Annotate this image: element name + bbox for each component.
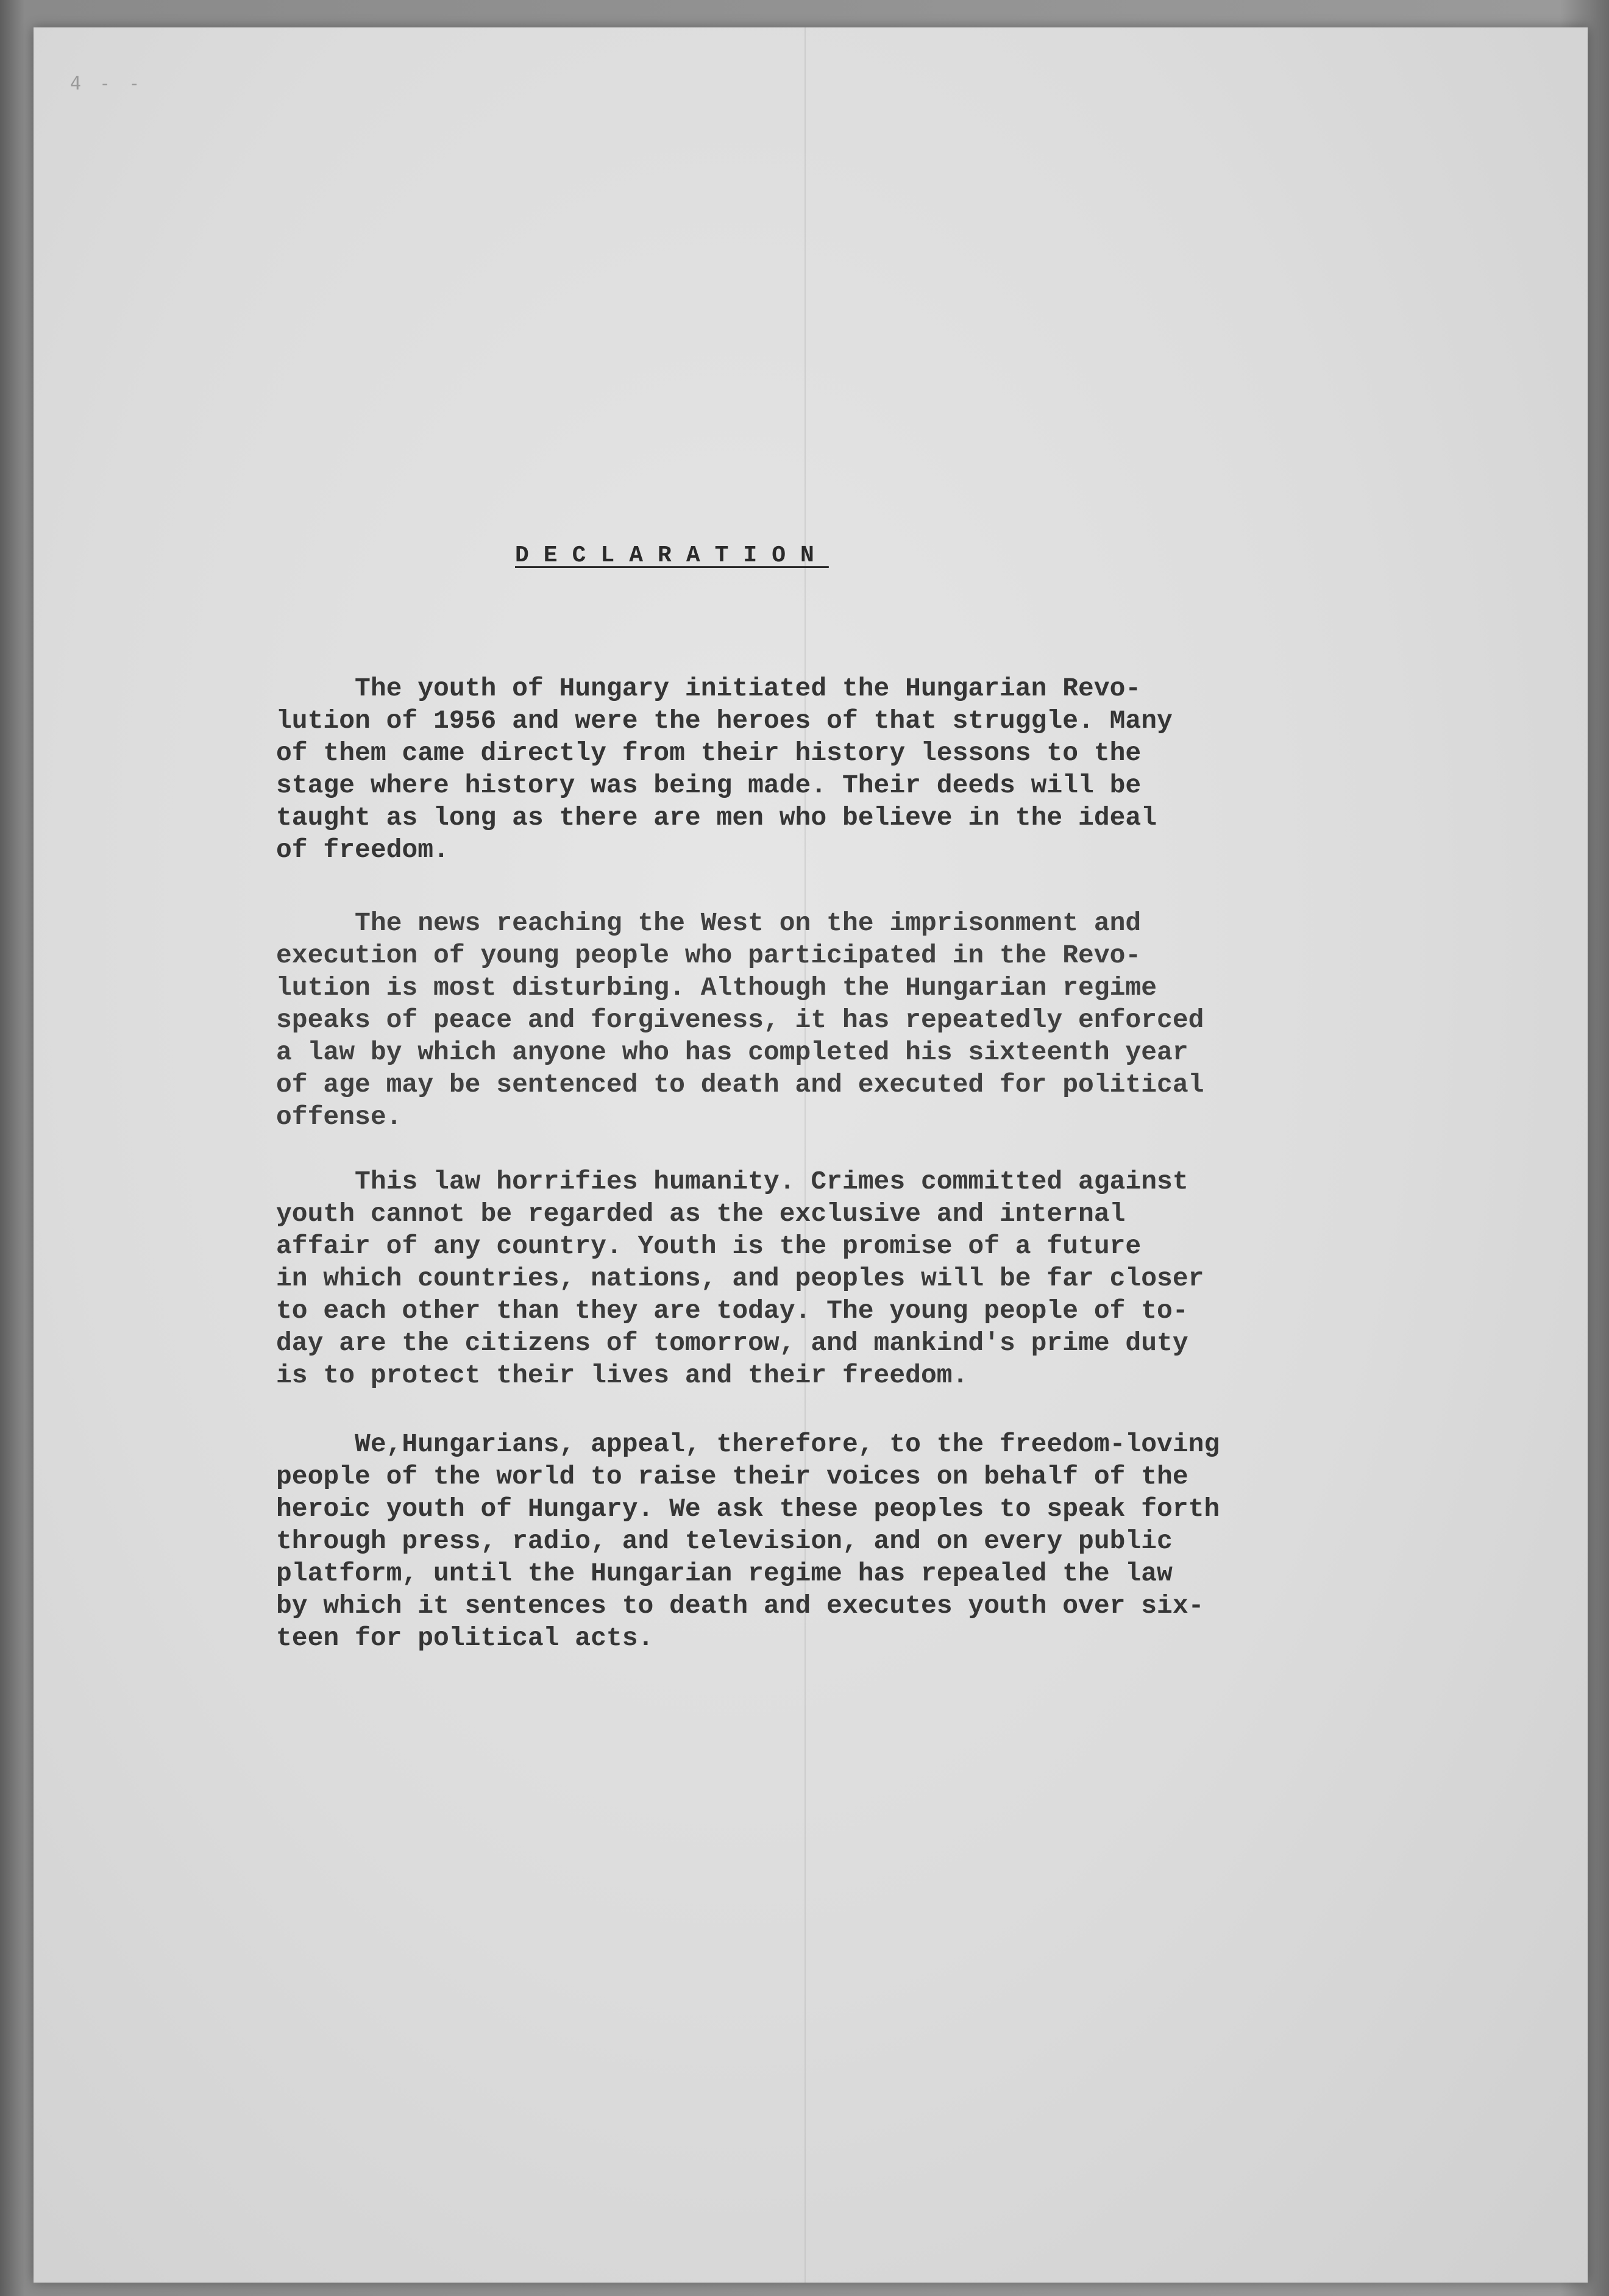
- paragraph-3: This law horrifies humanity. Crimes committed against youth cannot be regarded as the exclusive and internal affair of any country. Youth is the promise of a future in which countries, nations, and peoples will be far closer to each other than they are today. The young people of to- day are the citizens of tomorrow, and mankind's prime duty is to protect their lives and their freedom.: [276, 1167, 1204, 1390]
- paragraph-1: The youth of Hungary initiated the Hungarian Revo- lution of 1956 and were the heroes of that struggle. Many of them came directly from their history lessons to the stage where history was being made. Their deeds will be taught as long as there are men who believe in the ideal of freedom.: [276, 674, 1173, 865]
- corner-pencil-mark: 4 - -: [70, 73, 144, 94]
- paper-fold-crease: [804, 27, 806, 2283]
- paragraph-2: The news reaching the West on the imprisonment and execution of young people who participated in the Revo- lution is most disturbing. Although the Hungarian regime speaks of peace and forgiveness, it has repeatedly enforced a law by which anyone who has completed his sixteenth year of age may be sentenced to death and executed for political offense.: [276, 908, 1204, 1132]
- document-title: DECLARATION: [515, 542, 829, 569]
- paragraph-4: We,Hungarians, appeal, therefore, to the freedom-loving people of the world to raise their voices on behalf of the heroic youth of Hungary. We ask these peoples to speak forth through press, radio, and television, and on every public platform, until the Hungarian regime has repealed the law by which it sentences to death and executes youth over six- teen for political acts.: [276, 1429, 1220, 1653]
- paper-sheet: [34, 27, 1588, 2283]
